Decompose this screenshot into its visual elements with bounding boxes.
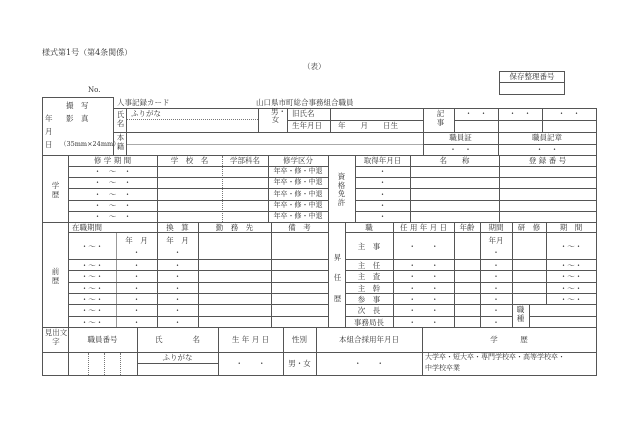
promo-row-date: ・ ・ (408, 261, 439, 270)
index-staff-no-field[interactable] (69, 353, 137, 375)
id-card-label: 職員証 (449, 133, 472, 142)
license-header-number: 登 録 番 号 (528, 156, 567, 165)
promo-row-period: ・ (492, 318, 500, 327)
prior-row-period: ・〜・ (80, 318, 104, 327)
prior-row-a: ・ (132, 284, 141, 293)
prior-row-b: ・ (173, 306, 182, 315)
license-row-date: ・ (378, 212, 387, 221)
prior-row-b: ・ (173, 272, 182, 281)
promo-row-title: 事務局長 (354, 318, 384, 327)
prior-row-period: ・〜・ (80, 306, 104, 315)
notes-label: 記事 (436, 109, 445, 127)
edu-header-faculty: 学部科名 (230, 156, 260, 165)
prior-row-period: ・〜・ (80, 272, 104, 281)
name-field[interactable] (127, 120, 258, 132)
prior-row-b: ・ (173, 295, 182, 304)
index-education-line2[interactable]: 中学校卒業 (425, 364, 460, 372)
prior-row-b: ・ (173, 261, 182, 270)
promo-header-age: 年齢 (459, 223, 475, 232)
promo-header-training-period: 期 間 (559, 223, 583, 232)
name-label: 氏名 (116, 110, 125, 128)
index-furigana: ふりがな (162, 353, 193, 362)
licenses-section-label: 資格免許 (337, 172, 346, 207)
promo-row-period: ・ (492, 284, 500, 293)
former-name-label: 旧氏名 (292, 109, 315, 118)
license-row-date: ・ (378, 201, 387, 210)
promo-row-title: 次 長 (357, 306, 381, 315)
prior-first-dot2: ・ (173, 248, 182, 257)
form-number: 様式第1号（第4条関係） (42, 48, 133, 57)
index-education-line1[interactable]: 大学卒・短大卒・専門学校卒・高等学校卒・ (425, 353, 565, 361)
edu-row-period: ・ 〜 ・ (93, 190, 132, 199)
prior-header-remarks: 備 考 (288, 223, 311, 232)
education-section-label: 学歴 (51, 181, 60, 199)
edu-header-period: 修 学 期 間 (93, 156, 132, 165)
promo-row-training-period: ・〜・ (559, 242, 583, 251)
index-hire-date-value: ・ ・ (354, 359, 384, 368)
prior-header-employer: 勤 務 先 (215, 223, 254, 232)
prior-row-a: ・ (132, 306, 141, 315)
prior-row-a: ・ (132, 261, 141, 270)
birth-label: 生年月日 (292, 121, 322, 130)
promo-row-training-period: ・〜・ (559, 295, 583, 304)
prior-first-ym1: 年 月 (125, 236, 148, 245)
promo-row-period: ・ (492, 248, 500, 257)
promo-row-title: 主 幹 (357, 284, 381, 293)
edu-row-period: ・ 〜 ・ (93, 167, 132, 176)
organization-name: 山口県市町総合事務組合職員 (256, 98, 354, 107)
index-name-field[interactable] (138, 364, 218, 375)
promo-header-date: 任 用 年 月 日 (399, 223, 448, 232)
prior-row-period: ・〜・ (80, 261, 104, 270)
prior-row-period: ・〜・ (80, 284, 104, 293)
edu-row-status[interactable]: 年卒・修・中退 (273, 201, 323, 209)
index-header-staff-no: 職員番号 (87, 335, 118, 344)
edu-header-school: 学 校 名 (170, 156, 209, 165)
photo-date-day: 日 (45, 140, 53, 149)
domicile-label: 本籍 (116, 133, 125, 151)
edu-header-status: 修学区分 (283, 156, 313, 165)
promo-row-date: ・ ・ (408, 272, 439, 281)
edu-row-status[interactable]: 年卒・修・中退 (273, 167, 323, 175)
promo-header-period: 期間 (488, 223, 504, 232)
prior-section-label: 前歴 (51, 267, 60, 285)
index-label: 見出文字 (44, 328, 68, 346)
prior-first-period: ・〜・ (80, 242, 104, 251)
form-side: （表） (303, 62, 326, 71)
edu-row-status[interactable]: 年卒・修・中退 (273, 212, 323, 220)
promo-row-period: ・ (492, 261, 500, 270)
edu-row-period: ・ 〜 ・ (93, 212, 132, 221)
former-name-field[interactable] (331, 109, 422, 119)
license-row-date: ・ (378, 178, 387, 187)
promo-header-title: 職 (365, 223, 373, 232)
job-type-label: 職種 (516, 305, 525, 323)
id-card-date: ・ ・ (449, 145, 472, 154)
promo-row-period: ・ (492, 306, 500, 315)
photo-date-year: 年 (45, 114, 53, 123)
promo-row-training-period: ・〜・ (559, 284, 583, 293)
promo-row-training-period: ・〜・ (559, 272, 583, 281)
furigana-label: ふりがな (131, 109, 161, 118)
notes-date-3: ・ ・ (557, 109, 581, 118)
promo-row-date: ・ ・ (408, 242, 439, 251)
birth-value: 年 月 日生 (338, 121, 398, 130)
badge-label: 職員記章 (532, 133, 562, 142)
index-sex-value[interactable]: 男・女 (288, 359, 311, 368)
license-row-date: ・ (378, 190, 387, 199)
promo-header-training: 研 修 (517, 223, 541, 232)
index-header-hire-date: 本組合採用年月日 (339, 335, 399, 344)
promo-row-date: ・ ・ (408, 284, 439, 293)
prior-row-b: ・ (173, 284, 182, 293)
storage-number-field[interactable] (500, 83, 564, 94)
index-header-name: 氏 名 (155, 335, 200, 344)
promo-first-period: 年月 (488, 236, 504, 245)
prior-row-period: ・〜・ (80, 295, 104, 304)
prior-row-a: ・ (132, 295, 141, 304)
license-header-date: 取得年月日 (363, 156, 402, 165)
no-label: No. (88, 86, 101, 94)
license-row-date: ・ (378, 167, 387, 176)
photo-label-2: 影 真 (66, 114, 89, 123)
prior-header-period: 在職期間 (72, 223, 102, 232)
edu-row-status[interactable]: 年卒・修・中退 (273, 190, 323, 198)
edu-row-status[interactable]: 年卒・修・中退 (273, 178, 323, 186)
index-header-birth: 生 年 月 日 (231, 335, 270, 344)
index-header-education: 学 歴 (490, 335, 528, 344)
promo-row-title: 主 査 (357, 272, 381, 281)
badge-date: ・ ・ (535, 145, 559, 154)
domicile-field[interactable] (127, 133, 423, 155)
prior-header-conversion: 換 算 (166, 223, 189, 232)
promo-row-title: 主 任 (357, 261, 381, 270)
notes-date-2: ・ ・ (508, 109, 532, 118)
photo-label-1: 撮 写 (66, 101, 89, 110)
sex-label: 男・女 (271, 107, 286, 124)
promotion-section-label: 昇任歴 (333, 253, 342, 303)
promo-row-training-period: ・〜・ (559, 261, 583, 270)
card-title: 人事記録カード (117, 98, 170, 107)
promo-row-title: 参 事 (357, 295, 381, 304)
prior-row-a: ・ (132, 272, 141, 281)
promo-row-date: ・ ・ (408, 318, 439, 327)
index-header-sex: 性別 (292, 335, 307, 344)
promo-row-period: ・ (492, 272, 500, 281)
photo-size: （35mm×24mm） (60, 140, 120, 148)
promo-row-period: ・ (492, 295, 500, 304)
promo-row-date: ・ ・ (408, 295, 439, 304)
index-birth-value: ・ ・ (235, 359, 266, 368)
storage-number-label: 保存整理番号 (509, 72, 555, 81)
edu-row-period: ・ 〜 ・ (93, 178, 132, 187)
prior-row-a: ・ (132, 318, 141, 327)
notes-date-1: ・ ・ (464, 109, 488, 118)
promo-row-date: ・ ・ (408, 306, 439, 315)
prior-row-b: ・ (173, 318, 182, 327)
edu-row-period: ・ 〜 ・ (93, 201, 132, 210)
prior-first-ym2: 年 月 (166, 236, 189, 245)
license-header-name: 名 称 (439, 156, 470, 165)
prior-first-dot1: ・ (132, 248, 141, 257)
promo-row-title: 主 事 (357, 242, 381, 251)
photo-date-month: 月 (45, 127, 53, 136)
